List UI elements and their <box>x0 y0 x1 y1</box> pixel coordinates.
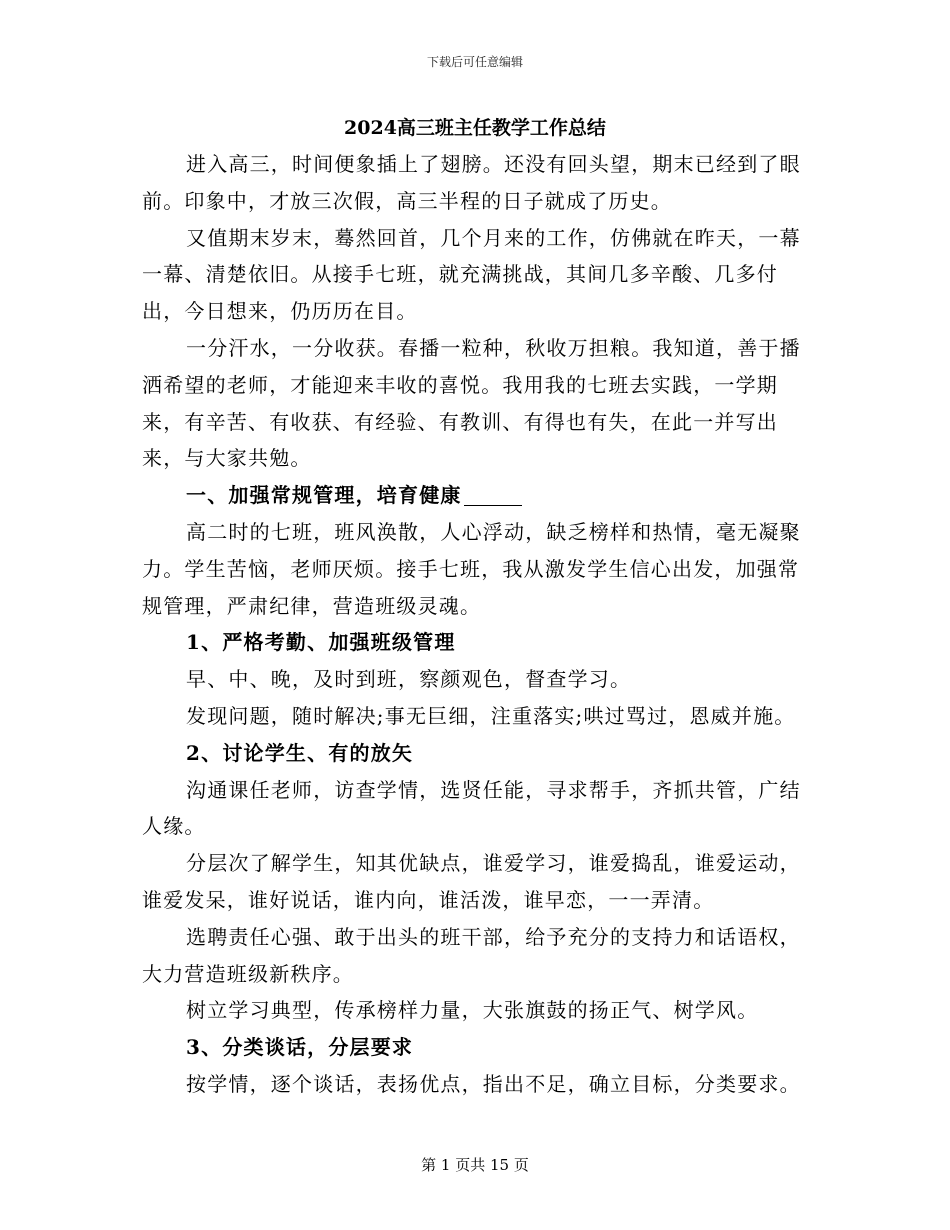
page-number: 第 1 页共 15 页 <box>421 1156 529 1174</box>
subsection-heading: 2、讨论学生、有的放矢 <box>186 740 414 765</box>
paragraph: 树立学习典型，传承榜样力量，大张旗鼓的扬正气、树学风。 <box>186 998 759 1023</box>
subsection-heading: 3、分类谈话，分层要求 <box>186 1035 414 1060</box>
page-header-note: 下载后可任意编辑 <box>426 55 523 69</box>
document-body <box>142 146 810 1103</box>
paragraph: 选聘责任心强、敢于出头的班干部，给予充分的支持力和话语权，大力营造班级新秩序。 <box>142 924 801 986</box>
paragraph: 又值期末岁末，蓦然回首，几个月来的工作，仿佛就在昨天，一幕一幕、清楚依旧。从接手七班，就充满挑战，其间几多辛酸、几多付出，今日想来，仍历历在目。 <box>142 225 801 324</box>
section-heading <box>142 477 810 514</box>
paragraph: 一分汗水，一分收获。春播一粒种，秋收万担粮。我知道，善于播洒希望的老师，才能迎来丰收的喜悦。我用我的七班去实践，一学期来，有辛苦、有收获、有经验、有教训、有得也有失，在此一并写出来，与大家共勉。 <box>142 335 801 471</box>
paragraph: 早、中、晚，及时到班，察颜观色，督查学习。 <box>186 667 632 692</box>
fill-in-blank-line <box>464 485 522 506</box>
subsection-heading: 1、严格考勤、加强班级管理 <box>186 630 456 655</box>
paragraph: 按学情，逐个谈话，表扬优点，指出不足，确立目标，分类要求。 <box>186 1071 801 1096</box>
paragraph: 分层次了解学生，知其优缺点，谁爱学习，谁爱捣乱，谁爱运动，谁爱发呆，谁好说话，谁内向，谁活泼，谁早恋，一一弄清。 <box>142 851 801 912</box>
document-title: 2024高三班主任教学工作总结 <box>344 117 606 139</box>
section-heading-text: 一、加强常规管理，培育健康 <box>186 483 462 508</box>
paragraph: 高二时的七班，班风涣散，人心浮动，缺乏榜样和热情，毫无凝聚力。学生苦恼，老师厌烦。接手七班，我从激发学生信心出发，加强常规管理，严肃纪律，营造班级灵魂。 <box>142 519 801 618</box>
paragraph: 发现问题，随时解决;事无巨细，注重落实;哄过骂过，恩威并施。 <box>186 703 796 728</box>
paragraph: 进入高三，时间便象插上了翅膀。还没有回头望，期末已经到了眼前。印象中，才放三次假，高三半程的日子就成了历史。 <box>142 152 801 213</box>
paragraph: 沟通课任老师，访查学情，选贤任能，寻求帮手，齐抓共管，广结人缘。 <box>142 777 801 839</box>
